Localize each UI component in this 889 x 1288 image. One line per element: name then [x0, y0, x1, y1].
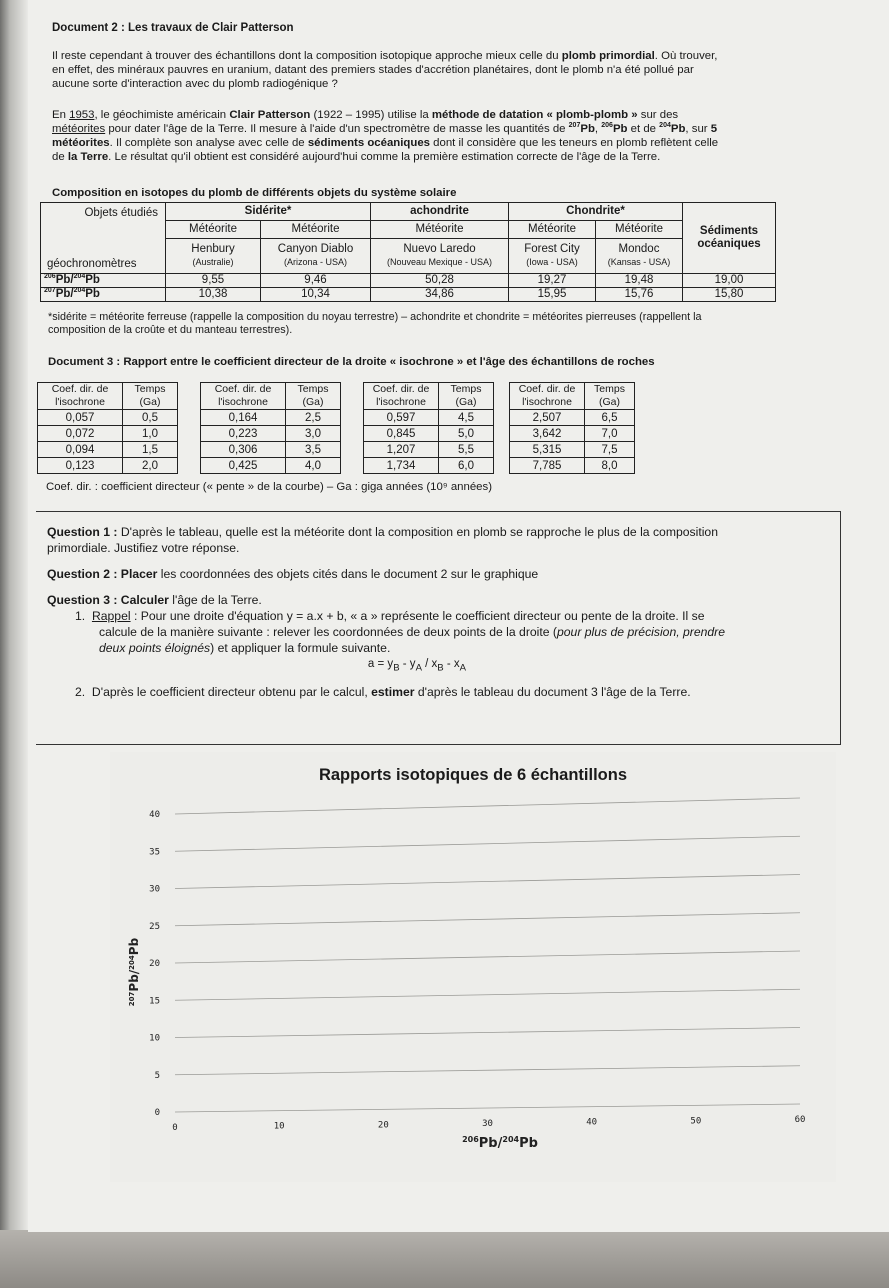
doc2-para2-line4: de la Terre. Le résultat qu'il obtient est considéré aujourd'hui comme la première estimation correcte de l'âge de la Terre. — [52, 151, 661, 163]
temps-cell: 4,5 — [439, 410, 494, 426]
x-tick-label: 20 — [377, 1120, 389, 1131]
row2-cell: 15,80 — [683, 288, 776, 302]
coef-cell: 0,306 — [201, 442, 286, 458]
temps-cell: 5,0 — [439, 426, 494, 442]
rappel-line1: : Pour une droite d'équation y = a.x + b, « a » représente le coefficient directeur ou pente de la droite. Il se — [133, 609, 705, 623]
coef-cell: 0,072 — [38, 426, 123, 442]
questions — [47, 524, 837, 700]
isochrone-table-1 — [37, 382, 178, 474]
temps-cell: 6,0 — [439, 458, 494, 474]
geochrono-label: géochronomètres — [47, 258, 137, 270]
row2-cell: 10,38 — [166, 288, 261, 302]
col5-location: (Kansas - USA) — [607, 257, 671, 268]
footnote-line1: *sidérite = météorite ferreuse (rappelle la composition du noyau terrestre) – achondrite et chondrite = météorites pierreuses (rappellent la — [48, 311, 702, 323]
col5-name-text: Mondoc — [618, 243, 660, 256]
y-tick-label: 40 — [149, 810, 160, 820]
col3-name-text: Nuevo Laredo — [403, 243, 476, 256]
col3-type: Météorite — [371, 221, 509, 239]
doc2-para1 — [52, 49, 842, 91]
temps-cell: 3,0 — [286, 426, 341, 442]
y-tick-label: 25 — [149, 921, 160, 932]
temps-header: Temps (Ga) — [123, 383, 178, 410]
doc2-para1-line2: en effet, des minéraux pauvres en uranium, datant des premiers stades d'accrétion planétaires, dont le plomb n'a été pollué par — [52, 64, 694, 76]
col1-name-text: Henbury — [191, 243, 235, 256]
y-tick-label: 30 — [149, 884, 160, 895]
q1-line2: primordiale. Justifiez votre réponse. — [47, 541, 240, 555]
col1-name — [166, 239, 261, 274]
col2-location: (Arizona - USA) — [283, 257, 347, 268]
temps-cell: 2,5 — [286, 410, 341, 426]
gridline — [175, 913, 800, 926]
coef-cell: 0,094 — [38, 442, 123, 458]
col3-name — [371, 239, 509, 274]
achondrite-header: achondrite — [371, 203, 509, 221]
temps-cell: 8,0 — [585, 458, 635, 474]
q1-line1: D'après le tableau, quelle est la météorite dont la composition en plomb se rapproche le plus de la composition — [120, 525, 718, 539]
formula: $a = y_B - y_A / x_B - x_A$ — [367, 658, 467, 674]
y-tick-label: 0 — [154, 1108, 160, 1118]
y-tick-label: 5 — [154, 1070, 160, 1081]
temps-cell: 3,5 — [286, 442, 341, 458]
coef-cell: 0,597 — [364, 410, 439, 426]
col2-name-text: Canyon Diablo — [277, 243, 354, 256]
doc2-para2-line3: météorites. Il complète son analyse avec celle de sédiments océaniques dont il considère que les teneurs en plomb reflètent celle — [52, 137, 719, 149]
sediments-header: Sédiments océaniques — [683, 203, 776, 274]
gridline — [175, 836, 800, 851]
x-tick-label: 60 — [794, 1115, 806, 1125]
coef-cell: 0,223 — [201, 426, 286, 442]
coef-cell: 0,123 — [38, 458, 123, 474]
coef-cell: 0,057 — [38, 410, 123, 426]
composition-table — [40, 202, 776, 302]
col1-type: Météorite — [166, 221, 261, 239]
y-tick-label: 10 — [149, 1033, 160, 1044]
coef-cell: 1,734 — [364, 458, 439, 474]
doc3-title: Document 3 : Rapport entre le coefficient directeur de la droite « isochrone » et l'âge des échantillons de roches — [48, 356, 655, 368]
y-tick-label: 35 — [149, 847, 160, 858]
question-3 — [47, 592, 837, 608]
temps-cell: 1,0 — [123, 426, 178, 442]
temps-cell: 2,0 — [123, 458, 178, 474]
row1-cell: 19,00 — [683, 274, 776, 288]
coef-cell: 0,845 — [364, 426, 439, 442]
footnote-line2: composition de la croûte et du manteau terrestres). — [48, 324, 293, 336]
header-corner — [41, 203, 166, 274]
doc2-para1-line1: Il reste cependant à trouver des échantillons dont la composition isotopique approche mieux celle du plomb primordial. Où trouver, — [52, 50, 718, 62]
chart-title: Rapports isotopiques de 6 échantillons — [318, 766, 628, 784]
gridline — [175, 798, 800, 814]
question-2 — [47, 566, 837, 582]
composition-table-title: Composition en isotopes du plomb de différents objets du système solaire — [52, 187, 457, 199]
q3-label: Question 3 : Calculer — [47, 593, 169, 607]
gridline — [175, 1028, 800, 1038]
temps-header: Temps (Ga) — [286, 383, 341, 410]
x-tick-label: 10 — [273, 1121, 285, 1132]
doc2-para2-line1: En 1953, le géochimiste américain Clair Patterson (1922 – 1995) utilise la méthode de datation « plomb-plomb » sur des — [52, 109, 679, 121]
y-axis-label: $^{207}$Pb/$^{204}$Pb — [127, 937, 141, 1007]
col5-type: Météorite — [596, 221, 683, 239]
x-tick-label: 0 — [172, 1123, 178, 1133]
temps-cell: 5,5 — [439, 442, 494, 458]
coef-cell: 7,785 — [510, 458, 585, 474]
coef-header: Coef. dir. de l'isochrone — [510, 383, 585, 410]
temps-cell: 0,5 — [123, 410, 178, 426]
row1-cell: 19,27 — [509, 274, 596, 288]
q2-text: les coordonnées des objets cités dans le document 2 sur le graphique — [160, 567, 539, 581]
q1-label: Question 1 : — [47, 525, 118, 539]
coef-header: Coef. dir. de l'isochrone — [38, 383, 123, 410]
coef-header: Coef. dir. de l'isochrone — [364, 383, 439, 410]
siderite-header: Sidérite* — [166, 203, 371, 221]
x-tick-label: 50 — [690, 1116, 702, 1127]
x-tick-label: 40 — [586, 1117, 598, 1128]
rappel-label: Rappel — [91, 609, 131, 623]
doc2-para2-line2: météorites pour dater l'âge de la Terre. Il mesure à l'aide d'un spectromètre de masse les quantités de $^{207}$Pb, $^{206}$Pb et de $^{204}$Pb, sur 5 — [52, 122, 718, 135]
q3-part2: 2. D'après le coefficient directeur obtenu par le calcul, estimer d'après le tableau du document 3 l'âge de la Terre. — [75, 685, 691, 700]
q2-label: Question 2 : Placer — [47, 567, 158, 581]
gridline — [175, 1104, 800, 1112]
y-tick-label: 15 — [149, 996, 160, 1007]
temps-header: Temps (Ga) — [439, 383, 494, 410]
rappel-line2: calcule de la manière suivante : relever les coordonnées de deux points de la droite (pour plus de précision, prendre — [99, 625, 726, 639]
coef-cell: 5,315 — [510, 442, 585, 458]
col4-type: Météorite — [509, 221, 596, 239]
question-1 — [47, 524, 837, 540]
isochrone-table-2 — [200, 382, 341, 474]
row1-cell: 9,55 — [166, 274, 261, 288]
chart-svg — [110, 752, 836, 1182]
temps-cell: 6,5 — [585, 410, 635, 426]
row2-cell: 15,95 — [509, 288, 596, 302]
y-tick-label: 20 — [149, 959, 160, 969]
temps-cell: 7,0 — [585, 426, 635, 442]
col1-location: (Australie) — [192, 257, 234, 268]
x-axis-label: $^{206}$Pb/$^{204}$Pb — [462, 1135, 538, 1151]
doc2-title: Document 2 : Les travaux de Clair Patterson — [52, 22, 294, 34]
temps-cell: 7,5 — [585, 442, 635, 458]
col2-name — [261, 239, 371, 274]
coef-cell: 0,425 — [201, 458, 286, 474]
row1-cell: 9,46 — [261, 274, 371, 288]
temps-header: Temps (Ga) — [585, 383, 635, 410]
col3-location: (Nouveau Mexique - USA) — [386, 257, 493, 268]
col4-name-text: Forest City — [524, 243, 580, 256]
chart-grid — [175, 798, 800, 1112]
col5-name — [596, 239, 683, 274]
row1-cell: 50,28 — [371, 274, 509, 288]
isochrone-table-3 — [363, 382, 494, 474]
doc2-para1-line3: aucune sorte d'interaction avec du plomb radiogénique ? — [52, 78, 338, 90]
coef-cell: 0,164 — [201, 410, 286, 426]
doc2-para2 — [52, 108, 842, 164]
row1-label: $^{206}$Pb/$^{204}$Pb — [41, 274, 166, 288]
row2-cell: 34,86 — [371, 288, 509, 302]
row2-cell: 10,34 — [261, 288, 371, 302]
temps-cell: 1,5 — [123, 442, 178, 458]
row2-cell: 15,76 — [596, 288, 683, 302]
col4-name — [509, 239, 596, 274]
gridline — [175, 989, 800, 1000]
coef-cell: 1,207 — [364, 442, 439, 458]
row1-cell: 19,48 — [596, 274, 683, 288]
temps-cell: 4,0 — [286, 458, 341, 474]
objets-label: Objets étudiés — [84, 207, 158, 219]
row2-label: $^{207}$Pb/$^{204}$Pb — [41, 288, 166, 302]
x-tick-label: 30 — [482, 1119, 493, 1129]
coef-cell: 3,642 — [510, 426, 585, 442]
col4-location: (Iowa - USA) — [526, 257, 578, 268]
x-tick-labels — [172, 1115, 805, 1133]
q3-rappel: 1. Rappel : Pour une droite d'équation y = a.x + b, « a » représente le coefficient directeur ou pente de la droite. Il se — [75, 609, 705, 623]
doc3-caption: Coef. dir. : coefficient directeur (« pente » de la courbe) – Ga : giga années (10⁹ années) — [46, 481, 493, 493]
q3-text: l'âge de la Terre. — [172, 593, 262, 607]
rappel-line3: deux points éloignés) et appliquer la formule suivante. — [99, 641, 391, 655]
coef-cell: 2,507 — [510, 410, 585, 426]
floor-background — [0, 1230, 889, 1288]
gridline — [175, 875, 800, 889]
y-tick-labels — [149, 810, 160, 1118]
table-footnote — [48, 311, 878, 337]
gridline — [175, 1066, 800, 1075]
isochrone-table-4 — [509, 382, 635, 474]
gridline — [175, 951, 800, 963]
chondrite-header: Chondrite* — [509, 203, 683, 221]
col2-type: Météorite — [261, 221, 371, 239]
coef-header: Coef. dir. de l'isochrone — [201, 383, 286, 410]
